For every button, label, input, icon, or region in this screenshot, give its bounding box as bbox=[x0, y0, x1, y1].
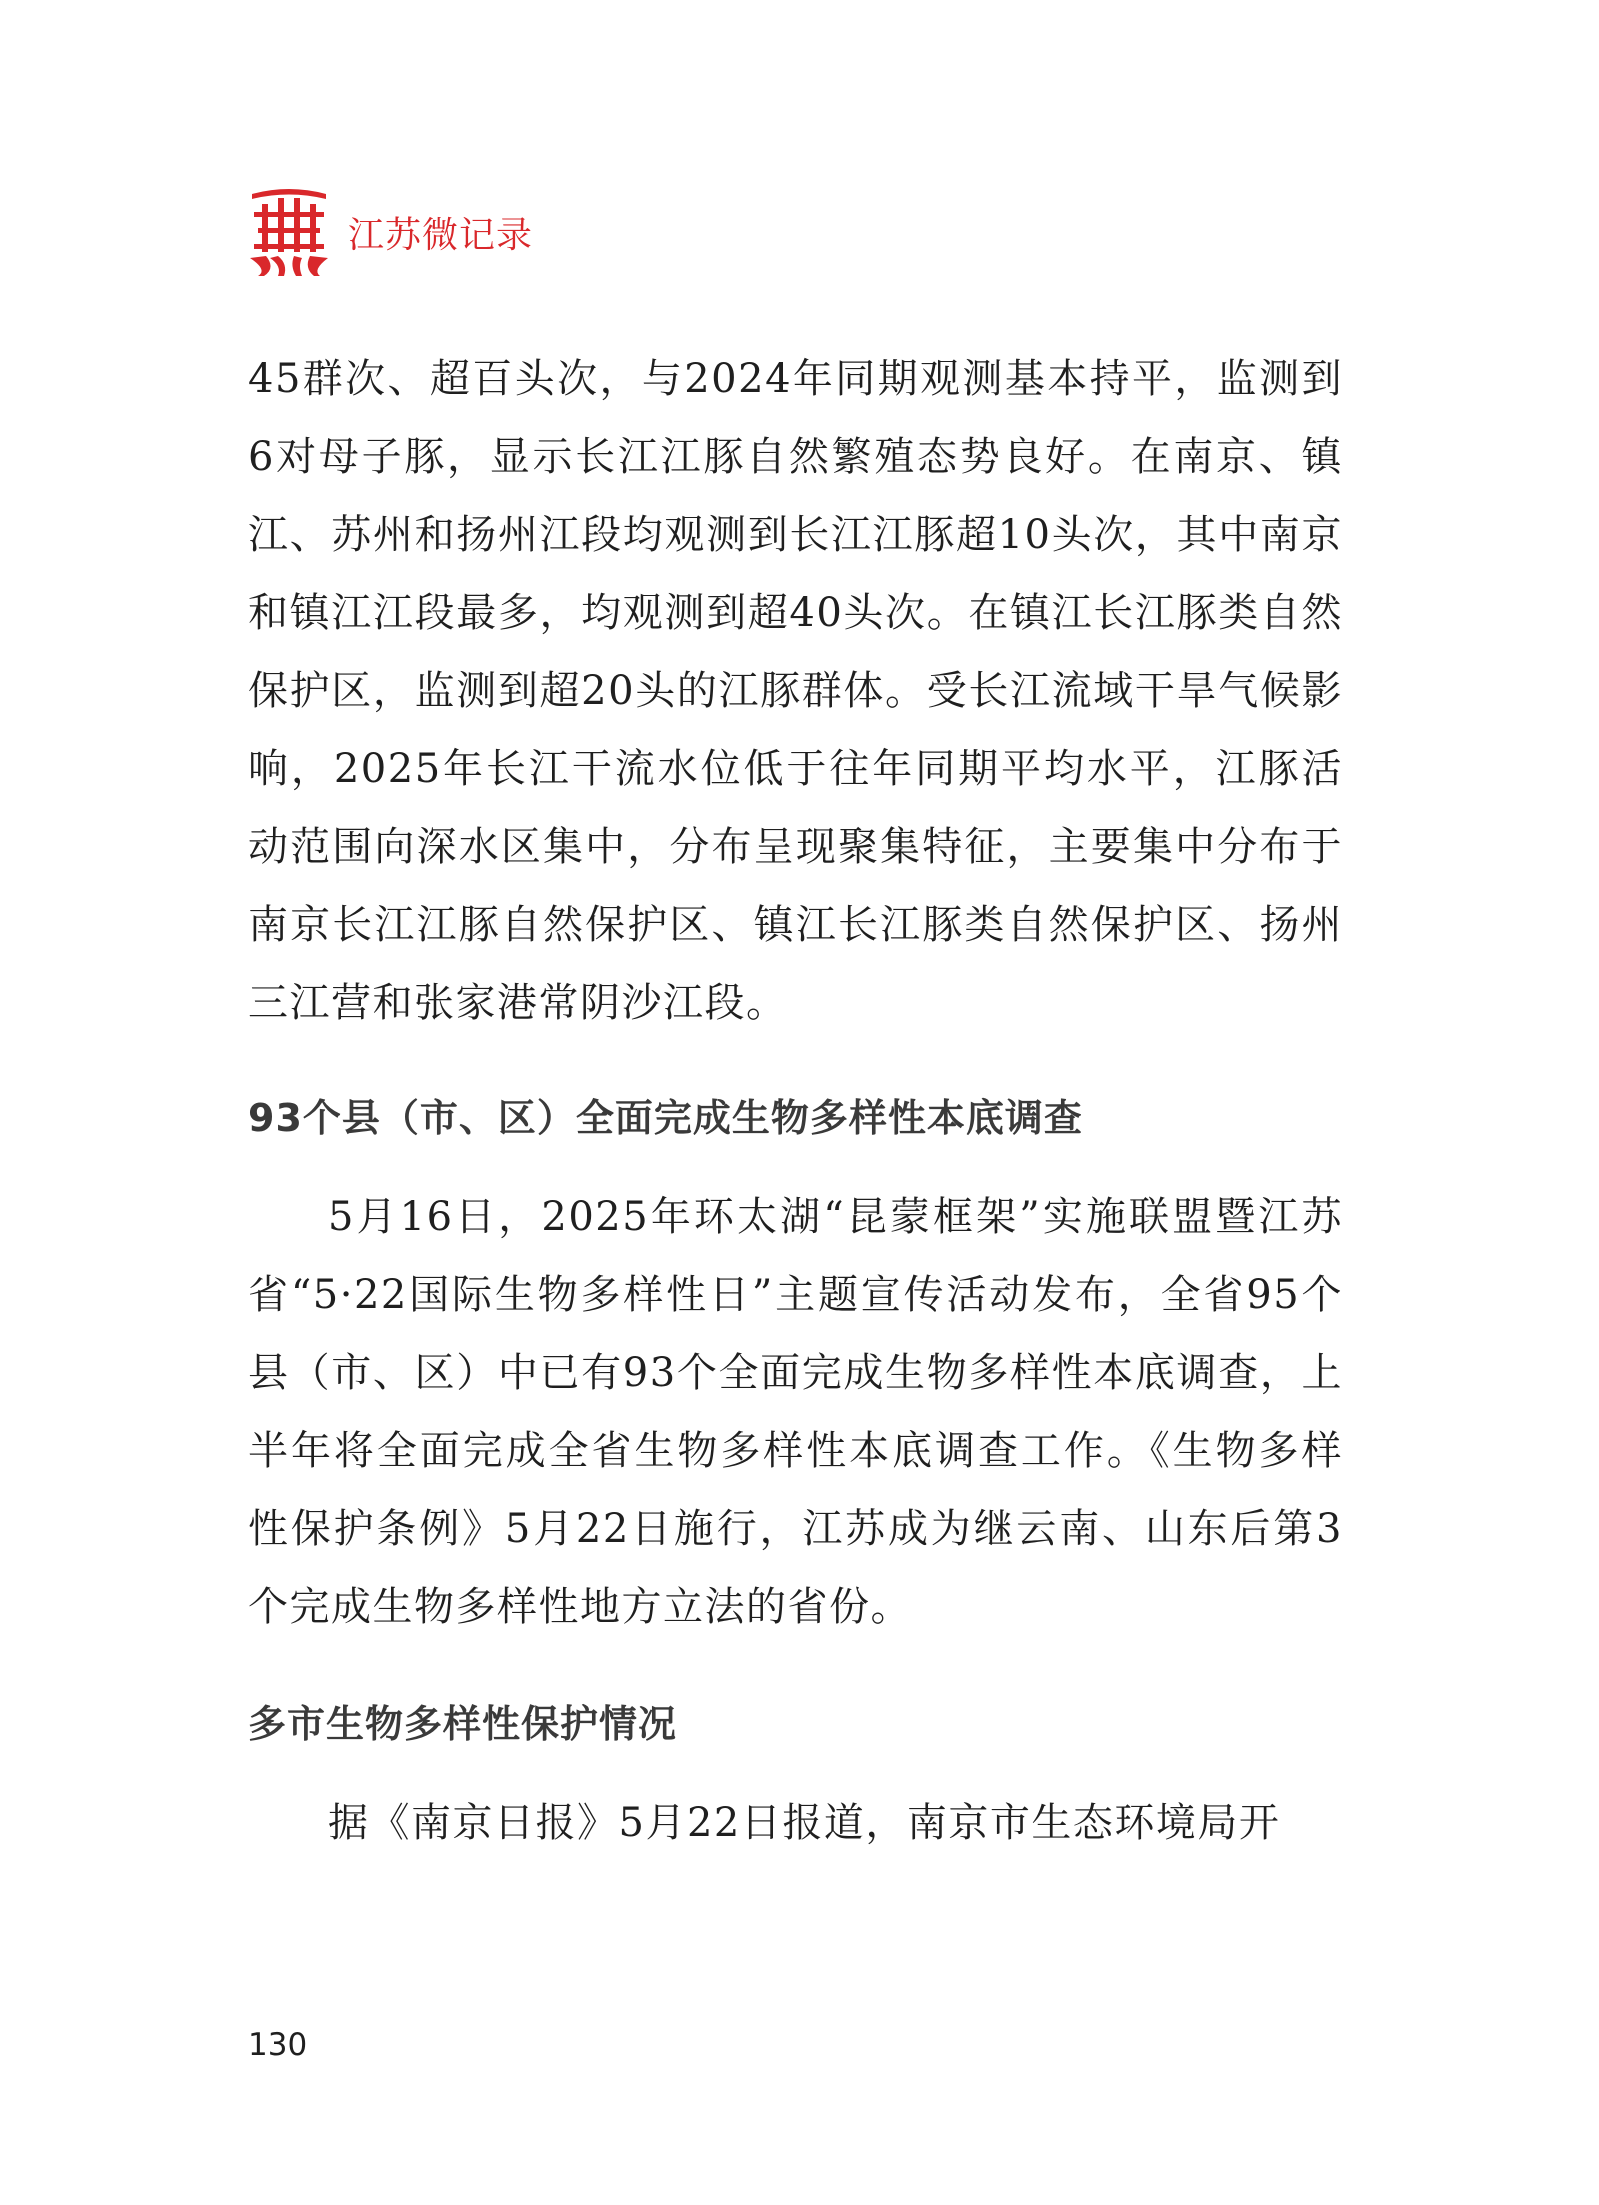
paragraph-nanjing-report: 据《南京日报》5月22日报道，南京市生态环境局开 bbox=[328, 1800, 1281, 1846]
page-header bbox=[248, 186, 533, 278]
section-heading-biodiversity-survey: 93个县（市、区）全面完成生物多样性本底调查 bbox=[248, 1096, 1083, 1140]
page-number: 130 bbox=[248, 2027, 308, 2063]
paragraph-biodiversity-survey: 5月16日，2025年环太湖“昆蒙框架”实施联盟暨江苏省“5·22国际生物多样性日”主题宣传活动发布，全省95个县（市、区）中已有93个全面完成生物多样性本底调查，上半年将全面完成全省生物多样性本底调查工作。《生物多样性保护条例》5月22日施行，江苏成为继云南、山东后第3个完成生物多样性地方立法的省份。 bbox=[248, 1194, 1343, 1630]
header-title: 江苏微记录 bbox=[348, 215, 534, 256]
article-body bbox=[248, 340, 1343, 1862]
section-heading-city-protection: 多市生物多样性保护情况 bbox=[248, 1702, 678, 1746]
jiangsu-seal-logo-icon bbox=[248, 186, 330, 278]
paragraph-finless-porpoise: 45群次、超百头次，与2024年同期观测基本持平，监测到6对母子豚，显示长江江豚自然繁殖态势良好。在南京、镇江、苏州和扬州江段均观测到长江江豚超10头次，其中南京和镇江江段最多，均观测到超40头次。在镇江长江豚类自然保护区，监测到超20头的江豚群体。受长江流域干旱气候影响，2025年长江干流水位低于往年同期平均水平，江豚活动范围向深水区集中，分布呈现聚集特征，主要集中分布于南京长江江豚自然保护区、镇江长江豚类自然保护区、扬州三江营和张家港常阴沙江段。 bbox=[248, 356, 1343, 1026]
